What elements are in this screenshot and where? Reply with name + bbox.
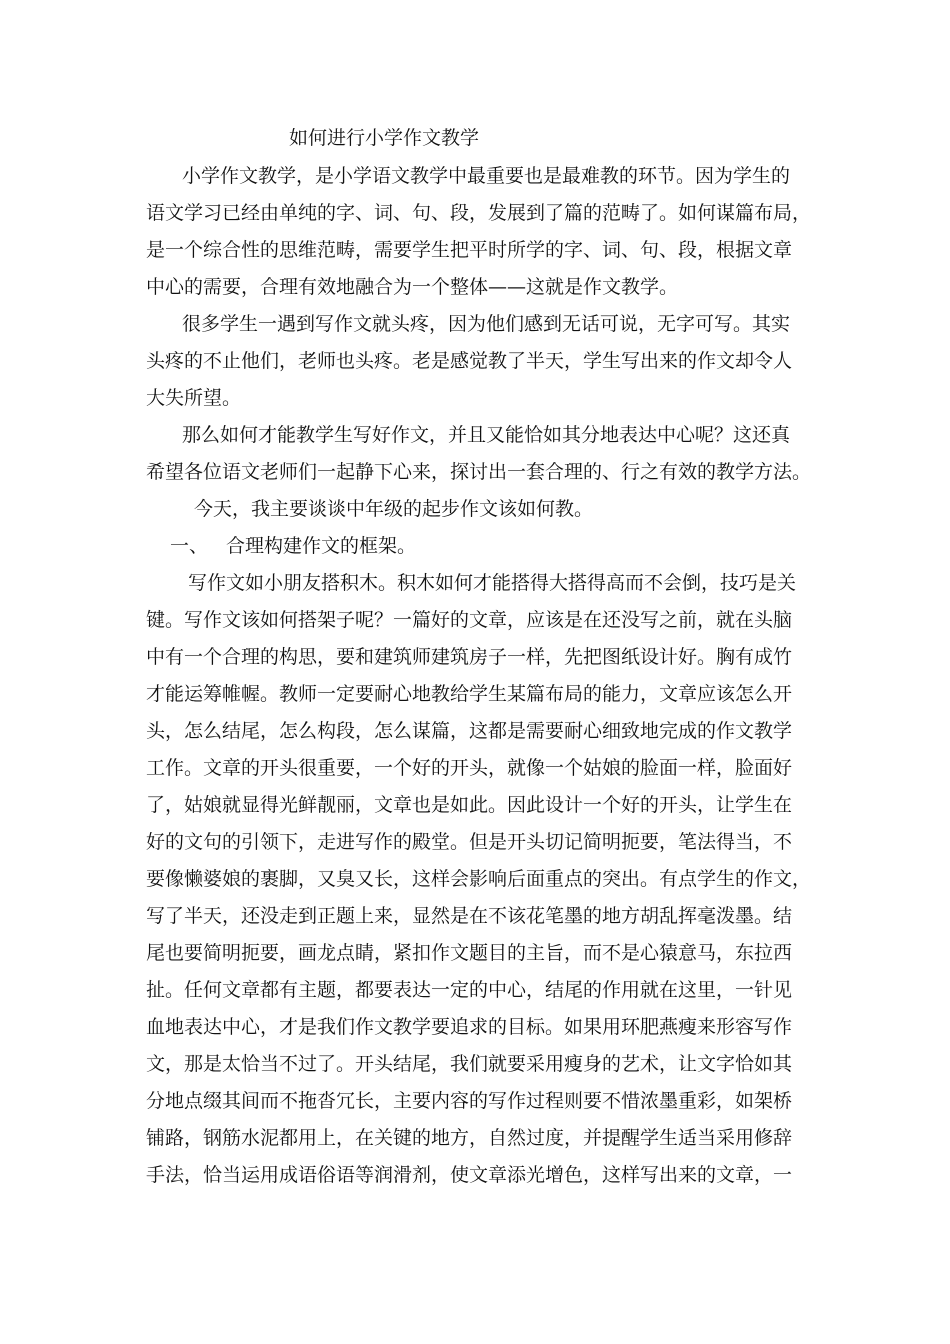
text-line: 键。写作文该如何搭架子呢？一篇好的文章，应该是在还没写之前，就在头脑 (146, 609, 793, 631)
text-line: 很多学生一遇到写作文就头疼，因为他们感到无话可说，无字可写。其实 (182, 313, 791, 335)
section-title: 合理构建作文的框架。 (226, 535, 417, 557)
text-line: 希望各位语文老师们一起静下心来，探讨出一套合理的、行之有效的教学方法。 (146, 461, 812, 483)
text-line: 文，那是太恰当不过了。开头结尾，我们就要采用瘦身的艺术，让文字恰如其 (146, 1053, 793, 1075)
text-line: 头疼的不止他们，老师也头疼。老是感觉教了半天，学生写出来的作文却令人 (146, 350, 793, 372)
text-line: 好的文句的引领下，走进写作的殿堂。但是开头切记简明扼要，笔法得当，不 (146, 831, 793, 853)
section-number: 一、 (170, 535, 209, 557)
text-line: 了，姑娘就显得光鲜靓丽，文章也是如此。因此设计一个好的开头，让学生在 (146, 794, 793, 816)
text-line: 血地表达中心，才是我们作文教学要追求的目标。如果用环肥燕瘦来形容写作 (146, 1016, 793, 1038)
text-line: 才能运筹帷幄。教师一定要耐心地教给学生某篇布局的能力，文章应该怎么开 (146, 683, 793, 705)
text-line: 工作。文章的开头很重要，一个好的开头，就像一个姑娘的脸面一样，脸面好 (146, 757, 793, 779)
text-line: 分地点缀其间而不拖沓冗长，主要内容的写作过程则要不惜浓墨重彩，如架桥 (146, 1090, 793, 1112)
text-line: 大失所望。 (146, 387, 242, 409)
text-line: 手法，恰当运用成语俗语等润滑剂，使文章添光增色，这样写出来的文章，一 (146, 1164, 793, 1186)
text-line: 小学作文教学，是小学语文教学中最重要也是最难教的环节。因为学生的 (182, 165, 791, 187)
text-line: 语文学习已经由单纯的字、词、句、段，发展到了篇的范畴了。如何谋篇布局， (146, 202, 812, 224)
text-line: 扯。任何文章都有主题，都要表达一定的中心，结尾的作用就在这里，一针见 (146, 979, 793, 1001)
text-line: 中心的需要，合理有效地融合为一个整体——这就是作文教学。 (146, 276, 679, 298)
text-line: 要像懒婆娘的裹脚，又臭又长，这样会影响后面重点的突出。有点学生的作文， (146, 868, 812, 890)
document-title: 如何进行小学作文教学 (289, 127, 480, 149)
text-line: 头，怎么结尾，怎么构段，怎么谋篇，这都是需要耐心细致地完成的作文教学 (146, 720, 793, 742)
text-line: 中有一个合理的构思，要和建筑师建筑房子一样，先把图纸设计好。胸有成竹 (146, 646, 793, 668)
text-line: 尾也要简明扼要，画龙点睛，紧扣作文题目的主旨，而不是心猿意马，东拉西 (146, 942, 793, 964)
text-line: 那么如何才能教学生写好作文，并且又能恰如其分地表达中心呢？这还真 (182, 424, 791, 446)
text-line: 写作文如小朋友搭积木。积木如何才能搭得大搭得高而不会倒，技巧是关 (188, 572, 797, 594)
text-line: 是一个综合性的思维范畴，需要学生把平时所学的字、词、句、段，根据文章 (146, 239, 793, 261)
paragraph-4: 今天，我主要谈谈中年级的起步作文该如何教。 (194, 498, 594, 520)
text-line: 铺路，钢筋水泥都用上，在关键的地方，自然过度，并提醒学生适当采用修辞 (146, 1127, 793, 1149)
text-line: 写了半天，还没走到正题上来，显然是在不该花笔墨的地方胡乱挥毫泼墨。结 (146, 905, 793, 927)
